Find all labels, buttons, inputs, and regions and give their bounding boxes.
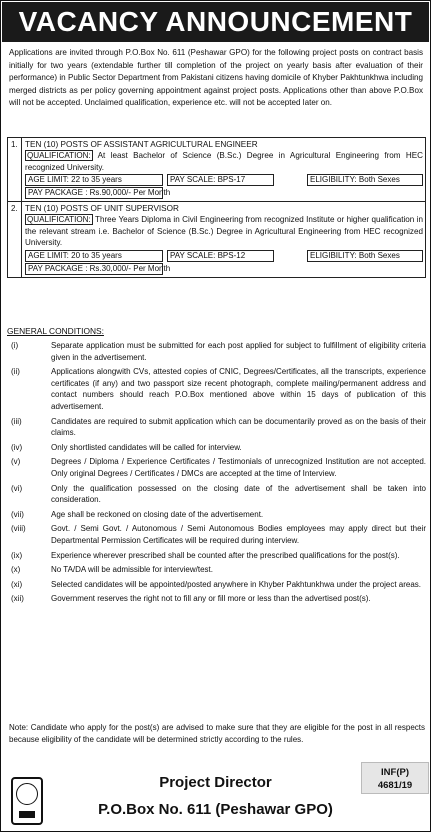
condition-number: (ii) xyxy=(11,367,20,377)
condition-text: Degrees / Diploma / Experience Certificates / Testimonials of unrecognized Institution are not accepted. Only original Degrees / Certificates / DMCs are accepted at the time of Interview. xyxy=(51,457,426,479)
pay-package: PAY PACKAGE : Rs.90,000/- Per Month xyxy=(25,187,163,199)
post-qualification xyxy=(25,214,423,249)
announcement-title: VACANCY ANNOUNCEMENT xyxy=(2,2,429,42)
condition-number: (x) xyxy=(11,565,21,575)
pay-scale: PAY SCALE: BPS-12 xyxy=(167,250,274,262)
inf-code: INF(P) xyxy=(381,767,409,778)
condition-item xyxy=(7,593,426,605)
post-2 xyxy=(8,202,425,277)
post-details-row xyxy=(25,250,423,262)
inf-reference-badge xyxy=(361,762,429,794)
condition-number: (vii) xyxy=(11,509,24,519)
condition-item xyxy=(7,416,426,439)
condition-item xyxy=(7,509,426,521)
post-title: TEN (10) POSTS OF UNIT SUPERVISOR xyxy=(25,204,179,213)
candidate-note: Note: Candidate who apply for the post(s) are advised to make sure that they are eligible for the post in all respects because eligibility of the candidate will be determined strictly according to the rules. xyxy=(9,723,425,744)
post-body xyxy=(22,138,425,201)
age-limit: AGE LIMIT: 22 to 35 years xyxy=(25,174,163,186)
qualification-text: At least Bachelor of Science (B.Sc.) Degree in Agricultural Engineering from HEC recognized University. xyxy=(25,151,423,172)
condition-item xyxy=(7,483,426,506)
pay-package-row xyxy=(25,187,423,199)
condition-item xyxy=(7,564,426,576)
post-title: TEN (10) POSTS OF ASSISTANT AGRICULTURAL ENGINEER xyxy=(25,140,258,149)
post-qualification xyxy=(25,150,423,173)
footer xyxy=(2,767,429,831)
condition-number: (viii) xyxy=(11,524,26,534)
condition-item xyxy=(7,523,426,546)
posts-table xyxy=(7,137,426,278)
condition-item xyxy=(7,550,426,562)
project-director: Project Director xyxy=(159,774,272,791)
condition-text: Separate application must be submitted for each post applied for subject to fulfillment of eligibility criteria given in the advertisement. xyxy=(51,341,426,362)
pay-package-row xyxy=(25,263,423,275)
qualification-text: Three Years Diploma in Civil Engineering from recognized Institute or higher qualification in the relevant stream i.e. Bachelor of Science (B.Sc.) Degree in Agricultural Engineering from HEC recognized University. xyxy=(25,215,423,247)
condition-text: Candidates are required to submit application which can be documentarily proved as on the basis of their claims. xyxy=(51,416,426,438)
condition-text: Age shall be reckoned on closing date of the advertisement. xyxy=(51,509,264,519)
condition-text: Government reserves the right not to fill any or fill more or less than the advertised post(s). xyxy=(51,594,371,604)
post-number: 2. xyxy=(8,202,22,277)
post-details-row xyxy=(25,174,423,186)
condition-number: (i) xyxy=(11,341,19,351)
eligibility: ELIGIBILITY: Both Sexes xyxy=(307,250,423,262)
condition-number: (vi) xyxy=(11,483,23,493)
condition-text: No TA/DA will be admissible for interview/test. xyxy=(51,565,213,575)
condition-item xyxy=(7,456,426,479)
condition-item xyxy=(7,579,426,591)
intro-paragraph: Applications are invited through P.O.Box No. 611 (Peshawar GPO) for the following project posts on contract basis initially for two years (extendable further till completion of the project on yearly basis after evaluation of their performance) in Public Sector Department from Pakistani citizens having domicile of Khyber Pakhtunkhwa including merged districts as per policy governing appointment against project posts. Applications other than above P.O.Box will not be accepted. Unclaimed qualification, experience etc. will not be accepted later on. xyxy=(9,48,423,108)
pay-package: PAY PACKAGE : Rs.30,000/- Per Month xyxy=(25,263,163,275)
pay-scale: PAY SCALE: BPS-17 xyxy=(167,174,274,186)
condition-text: Only shortlisted candidates will be called for interview. xyxy=(51,442,242,452)
condition-text: Govt. / Semi Govt. / Autonomous / Semi Autonomous Bodies employees may apply direct but their Departmental Permission Certificates will be required during interview. xyxy=(51,524,426,545)
condition-text: Applications alongwith CVs, attested copies of CNIC, Degrees/Certificates, all the transcripts, experience certificates (if any) and two passport size recent photograph, complete mailing/permanent address and contact numbers should reach P.O.Box mentioned above within 15 days of publication of this advertisement. xyxy=(51,367,426,412)
inf-number: 4681/19 xyxy=(377,780,413,791)
condition-text: Experience wherever prescribed shall be counted after the prescribed qualifications for the post(s). xyxy=(51,550,400,560)
qualification-label: QUALIFICATION: xyxy=(27,151,91,160)
qualification-label: QUALIFICATION: xyxy=(27,215,91,224)
condition-number: (xii) xyxy=(11,594,24,604)
post-number: 1. xyxy=(8,138,22,201)
condition-item xyxy=(7,366,426,412)
condition-number: (xi) xyxy=(11,579,23,589)
condition-number: (iv) xyxy=(11,442,23,452)
general-conditions-heading: GENERAL CONDITIONS: xyxy=(7,326,104,336)
post-1 xyxy=(8,138,425,202)
condition-number: (iii) xyxy=(11,416,22,426)
po-box: P.O.Box No. 611 (Peshawar GPO) xyxy=(98,801,333,818)
condition-number: (v) xyxy=(11,457,21,467)
condition-item xyxy=(7,442,426,454)
condition-text: Only the qualification possessed on the closing date of the advertisement shall be taken into consideration. xyxy=(51,483,426,505)
eligibility: ELIGIBILITY: Both Sexes xyxy=(307,174,423,186)
post-body xyxy=(22,202,425,277)
general-conditions xyxy=(7,326,426,608)
condition-item xyxy=(7,340,426,363)
age-limit: AGE LIMIT: 20 to 35 years xyxy=(25,250,163,262)
condition-text: Selected candidates will be appointed/posted anywhere in Khyber Pakhtunkhwa under the project areas. xyxy=(51,579,422,589)
condition-number: (ix) xyxy=(11,550,23,560)
